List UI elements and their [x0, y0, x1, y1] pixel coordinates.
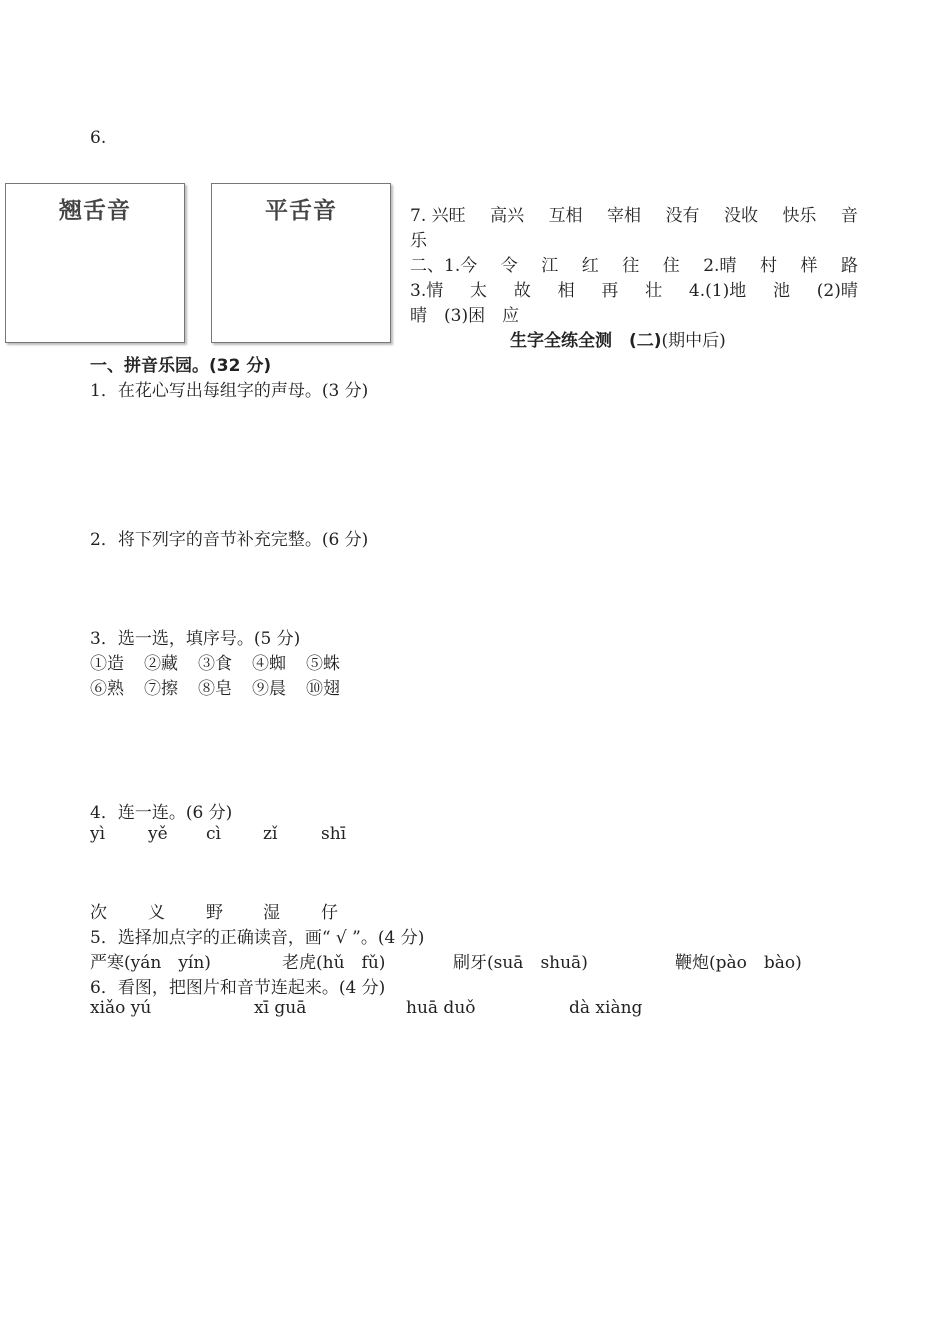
question-5-options: [90, 948, 830, 972]
choice-item: ③食: [198, 654, 232, 674]
question-1: 1．在花心写出每组字的声母。(3 分): [90, 381, 369, 401]
question-6-pinyin-row: [90, 998, 670, 1022]
question-5: 5．选择加点字的正确读音，画“ √ ”。(4 分): [90, 928, 425, 948]
answer-word: 没有: [665, 206, 700, 226]
answer-word: 快乐: [782, 206, 817, 226]
answer-word: 没收: [723, 206, 758, 226]
question-3-row-1: [90, 649, 360, 674]
char-item: 仔: [321, 903, 338, 923]
answer-char: 住: [662, 256, 680, 276]
flat-tongue-box: [211, 183, 391, 343]
answer-q7-line: [410, 201, 858, 226]
reading-option: 鞭炮(pào bào): [675, 953, 802, 973]
pinyin-syllable: xī guā: [254, 998, 307, 1018]
answer-char: 红: [581, 256, 599, 276]
answer-char: 相: [557, 281, 575, 301]
char-item: 义: [148, 903, 165, 923]
pinyin-item: shī: [321, 824, 347, 844]
pinyin-item: yì: [90, 824, 106, 844]
choice-item: ⑦擦: [144, 679, 178, 699]
char-item: 次: [90, 903, 107, 923]
answer-char: 太: [470, 281, 488, 301]
pinyin-item: yě: [148, 824, 168, 844]
answer-line-3: [410, 276, 858, 301]
choice-item: ④蜘: [252, 654, 286, 674]
answer-char: 3.情: [410, 281, 444, 301]
flat-tongue-box-title: 平舌音: [265, 197, 337, 224]
test-title-sub: (期中后): [661, 331, 726, 351]
retroflex-box: [5, 183, 185, 343]
answer-char: 往: [622, 256, 640, 276]
choice-item: ①造: [90, 654, 124, 674]
answer-q7-wrap: 乐: [410, 231, 427, 251]
pinyin-item: zǐ: [263, 824, 278, 844]
answer-word: 音: [840, 206, 858, 226]
answer-word: 高兴: [490, 206, 525, 226]
question-4-char-row: [90, 898, 390, 922]
answer-char: 村: [759, 256, 777, 276]
reading-option: 严寒(yán yín): [90, 953, 211, 973]
test-title: [510, 326, 726, 351]
answer-line-4: 晴 (3)困 应: [410, 306, 520, 326]
choice-item: ⑩翅: [306, 679, 340, 699]
question-4-pinyin-row: [90, 824, 390, 848]
char-item: 湿: [263, 903, 280, 923]
retroflex-box-title: 翘舌音: [59, 197, 131, 224]
answer-char: 4.(1)地: [688, 281, 747, 301]
answer-char: 令: [500, 256, 518, 276]
question-2: 2．将下列字的音节补充完整。(6 分): [90, 530, 369, 550]
answer-char: 壮: [645, 281, 663, 301]
choice-item: ⑧皂: [198, 679, 232, 699]
pinyin-item: cì: [206, 824, 221, 844]
char-item: 野: [206, 903, 223, 923]
section-heading: [90, 351, 271, 376]
question-3: 3．选一选，填序号。(5 分): [90, 629, 301, 649]
answer-char: 样: [800, 256, 818, 276]
choice-item: ⑤蛛: [306, 654, 340, 674]
test-title-main: 生字全练全测 (二): [510, 331, 662, 351]
section-heading-text: 一、拼音乐园。(32 分): [90, 356, 272, 376]
answer-line-2: [410, 251, 858, 276]
top-question-number: 6.: [90, 128, 107, 148]
answer-char: 江: [541, 256, 559, 276]
answer-char: 池: [773, 281, 791, 301]
pinyin-syllable: xiǎo yú: [90, 998, 152, 1018]
answer-char: 2.晴: [703, 256, 737, 276]
question-3-row-2: [90, 674, 360, 699]
choice-item: ⑨晨: [252, 679, 286, 699]
answer-word: 宰相: [607, 206, 642, 226]
question-6: 6．看图，把图片和音节连起来。(4 分): [90, 978, 386, 998]
reading-option: 老虎(hǔ fǔ): [282, 953, 386, 973]
reading-option: 刷牙(suā shuā): [453, 953, 588, 973]
choice-item: ⑥熟: [90, 679, 124, 699]
pinyin-syllable: dà xiàng: [569, 998, 643, 1018]
answer-char: 二、1.今: [410, 256, 478, 276]
answer-char: (2)晴: [816, 281, 858, 301]
answer-word: 互相: [548, 206, 583, 226]
pinyin-syllable: huā duǒ: [406, 998, 476, 1018]
question-4: 4．连一连。(6 分): [90, 803, 233, 823]
answer-char: 再: [601, 281, 619, 301]
answer-word: 7. 兴旺: [410, 206, 466, 226]
answer-char: 故: [513, 281, 531, 301]
choice-item: ②藏: [144, 654, 178, 674]
answer-char: 路: [840, 256, 858, 276]
